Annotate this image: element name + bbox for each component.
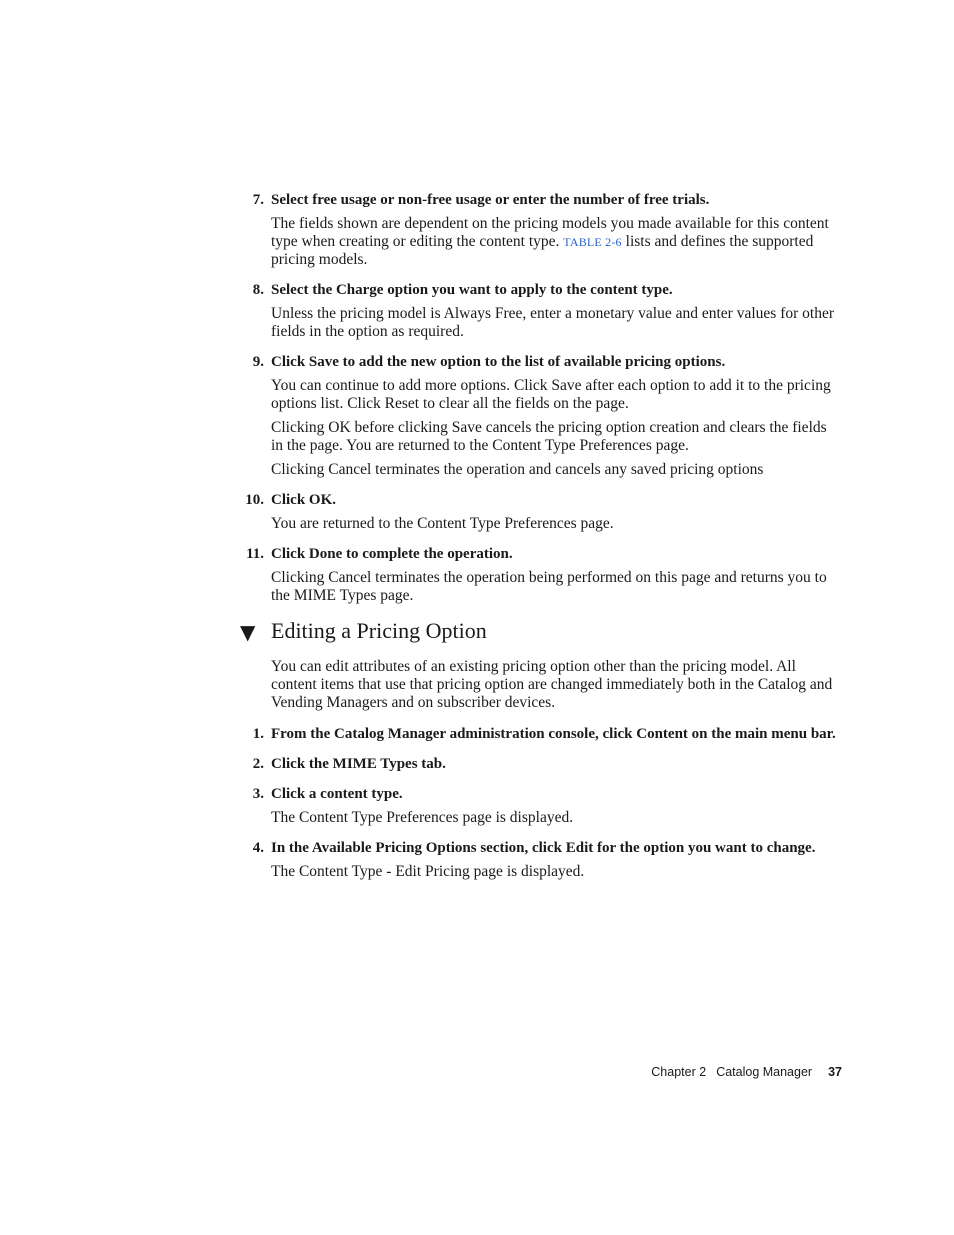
step-number: 10.: [245, 492, 264, 508]
step-paragraph: Clicking OK before clicking Save cancels the pricing option creation and clears the fields in the page. You are returned to the Content Type Preferences page.: [271, 419, 827, 454]
step-paragraph: The Content Type - Edit Pricing page is displayed.: [271, 863, 585, 880]
step-3: [240, 785, 840, 827]
section-intro: You can edit attributes of an existing pricing option other than the pricing model. All content items that use that pricing option are changed immediately both in the Catalog and Vending Managers and on subscriber devices.: [271, 658, 833, 711]
step-number: 11.: [246, 546, 264, 562]
step-title: Click a content type.: [271, 786, 403, 802]
section-heading: [240, 618, 840, 644]
step-number: 1.: [252, 726, 264, 742]
paragraph-text: lists and defines the supported pricing models.: [271, 233, 814, 268]
step-title: Click Save to add the new option to the list of available pricing options.: [271, 354, 726, 370]
step-title: From the Catalog Manager administration console, click Content on the main menu bar.: [271, 726, 836, 742]
page-number: 37: [828, 1065, 842, 1079]
step-paragraph: Clicking Cancel terminates the operation being performed on this page and returns you to the MIME Types page.: [271, 569, 827, 604]
step-9: [240, 353, 840, 479]
step-title: Click the MIME Types tab.: [271, 756, 446, 772]
step-title: Select free usage or non-free usage or enter the number of free trials.: [271, 192, 710, 208]
step-paragraph: You can continue to add more options. Click Save after each option to add it to the pricing options list. Click Reset to clear all the fields on the page.: [271, 377, 831, 412]
step-paragraph: You are returned to the Content Type Preferences page.: [271, 515, 614, 532]
step-11: [240, 545, 840, 605]
step-4: [240, 839, 840, 881]
paragraph-text: The fields shown are dependent on the pricing models you made available for this content type when creating or editing the content type.: [271, 215, 829, 250]
footer-section: Catalog Manager: [716, 1065, 813, 1079]
step-title: Click OK.: [271, 492, 337, 508]
triangle-down-icon: ▼: [240, 620, 256, 644]
step-10: [240, 491, 840, 533]
step-number: 3.: [252, 786, 264, 802]
section-title: Editing a Pricing Option: [271, 618, 487, 643]
step-number: 2.: [252, 756, 264, 772]
step-number: 9.: [252, 354, 264, 370]
page-footer: [560, 1064, 842, 1080]
step-number: 4.: [252, 840, 264, 856]
step-number: 8.: [252, 282, 264, 298]
step-title: In the Available Pricing Options section, click Edit for the option you want to change.: [271, 840, 816, 856]
procedure-steps-editing: [240, 725, 840, 881]
step-paragraph: [271, 215, 840, 269]
table-cross-reference-link[interactable]: TABLE 2-6: [563, 235, 622, 249]
footer-chapter: Chapter 2: [651, 1065, 707, 1079]
step-title: Click Done to complete the operation.: [271, 546, 513, 562]
step-2: [240, 755, 840, 773]
step-paragraph: Clicking Cancel terminates the operation and cancels any saved pricing options: [271, 461, 764, 478]
step-number: 7.: [252, 192, 264, 208]
section-intro-block: [240, 658, 840, 712]
step-1: [240, 725, 840, 743]
step-paragraph: The Content Type Preferences page is displayed.: [271, 809, 574, 826]
procedure-steps-continued: [240, 191, 840, 605]
page-content: [240, 191, 840, 881]
step-paragraph: Unless the pricing model is Always Free, enter a monetary value and enter values for other fields in the option as required.: [271, 305, 834, 340]
step-8: [240, 281, 840, 341]
step-7: [240, 191, 840, 269]
step-title: Select the Charge option you want to apply to the content type.: [271, 282, 673, 298]
